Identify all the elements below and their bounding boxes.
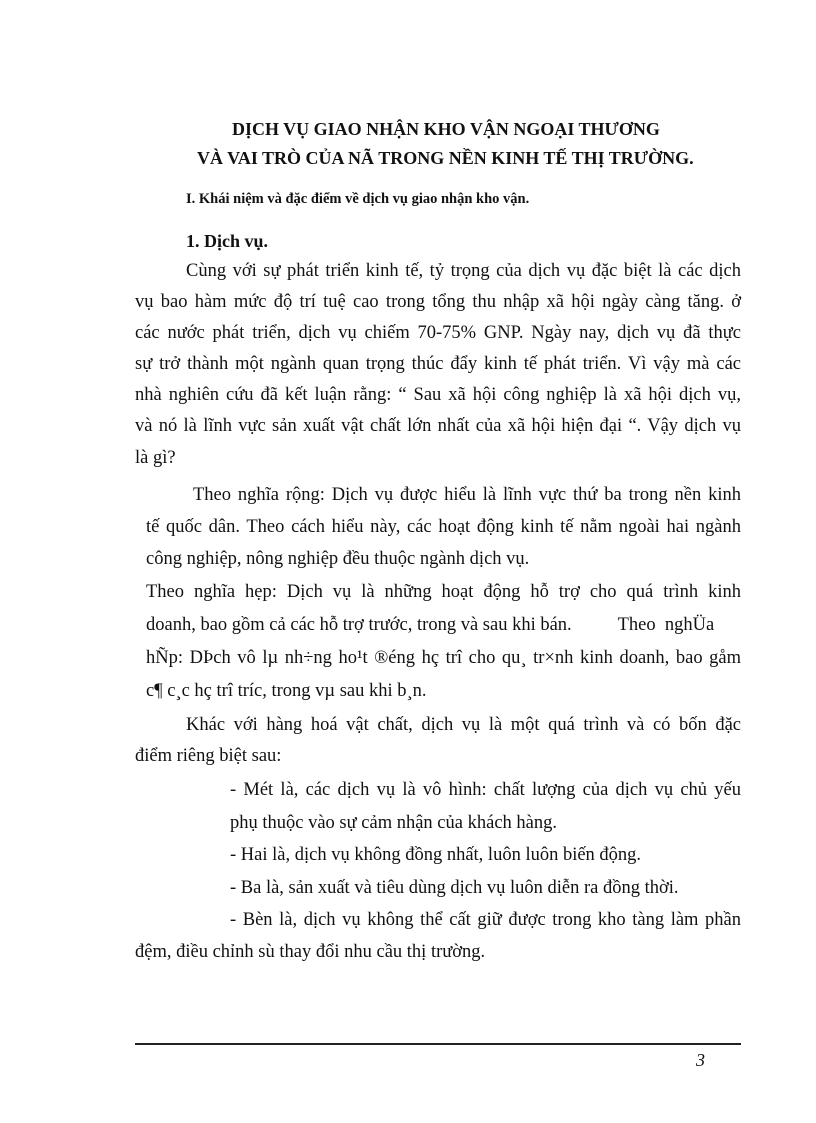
paragraph-1-line: sự trở thành một ngành quan trọng thúc đẩy kinh tế phát triển. Vì vậy mà các xyxy=(135,354,741,374)
list-item: đệm, điều chỉnh sù thay đổi nhu cầu thị trường. xyxy=(135,942,486,962)
paragraph-4-line: Khác với hàng hoá vật chất, dịch vụ là một quá trình và có bốn đặc xyxy=(186,715,741,735)
paragraph-3-line: Theo nghĩa hẹp: Dịch vụ là những hoạt động hỗ trợ cho quá trình kinh xyxy=(146,582,741,602)
paragraph-1-line: và nó là lĩnh vực sản xuất vật chất lớn nhất của xã hội hiện đại “. Vậy dịch vụ xyxy=(135,416,741,436)
paragraph-1-line: các nước phát triển, dịch vụ chiếm 70-75% GNP. Ngày nay, dịch vụ đã thực xyxy=(135,323,741,343)
paragraph-1-line: nhà nghiên cứu đã kết luận rằng: “ Sau xã hội công nghiệp là xã hội dịch vụ, xyxy=(135,385,741,405)
paragraph-2-line: công nghiệp, nông nghiệp đều thuộc ngành dịch vụ. xyxy=(146,549,530,569)
list-item: - Bèn là, dịch vụ không thể cất giữ được trong kho tàng làm phần xyxy=(230,910,741,930)
paragraph-3-line: hÑp: DÞch vô lµ nh÷ng ho¹t ®éng hç trî cho qu¸ tr×nh kinh doanh, bao gåm xyxy=(146,648,741,668)
paragraph-2-line: tế quốc dân. Theo cách hiểu này, các hoạt động kinh tế nằm ngoài hai ngành xyxy=(146,517,741,537)
subheading: 1. Dịch vụ. xyxy=(186,231,269,251)
title-line-2: VÀ VAI TRÒ CỦA NÃ TRONG NỀN KINH TẾ THỊ TRƯỜNG. xyxy=(197,148,694,168)
footer-rule xyxy=(135,1043,741,1045)
list-item: - Ba là, sản xuất và tiêu dùng dịch vụ luôn diễn ra đồng thời. xyxy=(230,878,679,898)
paragraph-4-line: điểm riêng biệt sau: xyxy=(135,746,282,766)
section-heading: I. Khái niệm và đặc điểm về dịch vụ giao nhận kho vận. xyxy=(186,191,530,207)
paragraph-1-line: là gì? xyxy=(135,448,176,468)
paragraph-1-line: vụ bao hàm mức độ trí tuệ cao trong tổng thu nhập xã hội ngày càng tăng. ở xyxy=(135,292,741,312)
paragraph-3-line: doanh, bao gồm cả các hỗ trợ trước, trong và sau khi bán. Theo nghÜa xyxy=(146,615,715,635)
list-item: - Mét là, các dịch vụ là vô hình: chất lượng của dịch vụ chủ yếu xyxy=(230,780,741,800)
paragraph-3-line: c¶ c¸c hç trî tríc, trong vµ sau khi b¸n. xyxy=(146,681,427,701)
list-item: - Hai là, dịch vụ không đồng nhất, luôn luôn biến động. xyxy=(230,845,642,865)
paragraph-2-line: Theo nghĩa rộng: Dịch vụ được hiểu là lĩnh vực thứ ba trong nền kinh xyxy=(193,485,741,505)
title-line-1: DỊCH VỤ GIAO NHẬN KHO VẬN NGOẠI THƯƠNG xyxy=(232,119,660,139)
list-item: phụ thuộc vào sự cảm nhận của khách hàng. xyxy=(230,813,557,833)
paragraph-1-line: Cùng với sự phát triển kinh tế, tỷ trọng của dịch vụ đặc biệt là các dịch xyxy=(186,261,741,281)
page-number: 3 xyxy=(696,1050,705,1070)
